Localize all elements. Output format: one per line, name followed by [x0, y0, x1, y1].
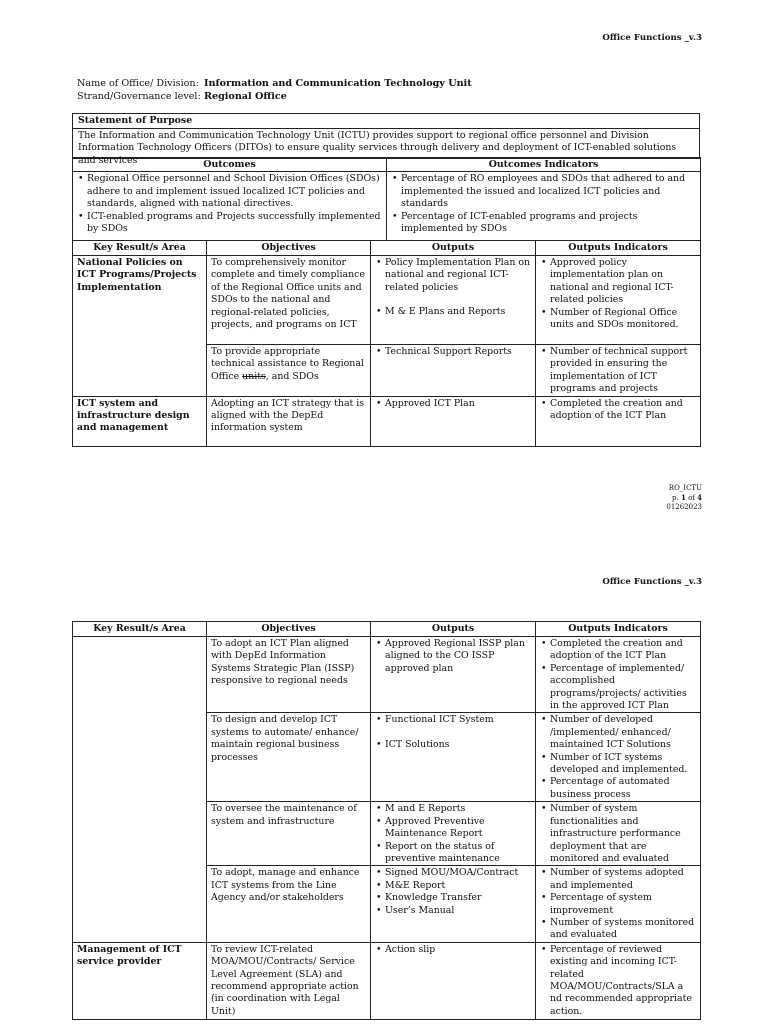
- outputs-cell: [371, 713, 536, 802]
- outputs-cell: [371, 345, 536, 397]
- output-indicator-item: • Percentage of system improvement: [540, 892, 696, 917]
- output-indicators-header: Outputs Indicators: [536, 241, 701, 256]
- objectives-header: Objectives: [207, 622, 371, 637]
- kra-header: Key Result/s Area: [73, 241, 207, 256]
- output-indicators-cell: [536, 713, 701, 802]
- objective-text: , and SDOs: [265, 370, 319, 382]
- output-indicator-item: • Number of systems monitored and evaluated: [540, 917, 696, 942]
- objective-cell: [207, 345, 371, 397]
- objective-cell: To adopt, manage and enhance ICT systems from the Line Agency and/or stakeholders: [207, 866, 371, 942]
- page-header: Office Functions _v.3: [602, 33, 702, 43]
- table-row: [73, 942, 701, 1019]
- footer-page-number: p. 1 of 4: [672, 493, 702, 502]
- table-row: [73, 256, 701, 345]
- outputs-cell: [371, 866, 536, 942]
- output-item: • M&E Report: [375, 880, 531, 892]
- objective-cell: To comprehensively monitor complete and timely compliance of the Regional Office units and SDOs to the national and regional-related policies, projects, and programs on ICT: [207, 256, 371, 345]
- outcome-indicator-item: • Percentage of RO employees and SDOs that adhered to and implemented the issued and localized ICT policies and standards: [391, 173, 696, 210]
- objective-cell: To oversee the maintenance of system and infrastructure: [207, 802, 371, 866]
- objective-struck-text: units: [242, 370, 266, 382]
- output-item: • ICT Solutions: [375, 739, 531, 751]
- outputs-cell: [371, 802, 536, 866]
- objective-text: To provide appropriate technical assistance to Regional Office: [211, 346, 364, 382]
- outcome-indicators-header: Outcomes Indicators: [387, 158, 701, 172]
- output-indicator-item: • Number of Regional Office units and SDOs monitored.: [540, 307, 696, 332]
- output-item: • Action slip: [375, 944, 531, 956]
- kra-table-page1: [72, 240, 701, 447]
- kra-cell: National Policies on ICT Programs/Projects Implementation: [73, 256, 207, 397]
- output-item: • User’s Manual: [375, 905, 531, 917]
- output-item: • M and E Reports: [375, 803, 531, 815]
- output-item: • Approved Preventive Maintenance Report: [375, 816, 531, 841]
- outputs-cell: [371, 256, 536, 345]
- output-item: • Approved ICT Plan: [375, 398, 531, 410]
- strand-value: Regional Office: [204, 90, 287, 102]
- output-item: • Policy Implementation Plan on national and regional ICT-related policies: [375, 257, 531, 294]
- outcome-item: • Regional Office personnel and School Division Offices (SDOs) adhere to and implement issued localized ICT policies and standards, aligned with national directives.: [77, 173, 382, 210]
- output-item: • Signed MOU/MOA/Contract: [375, 867, 531, 879]
- output-indicator-item: • Completed the creation and adoption of the ICT Plan: [540, 398, 696, 423]
- output-indicator-item: • Percentage of implemented/ accomplished programs/projects/ activities in the approved ICT Plan: [540, 663, 696, 713]
- kra-cell: ICT system and infrastructure design and management: [73, 396, 207, 446]
- outputs-cell: [371, 942, 536, 1019]
- objective-cell: To design and develop ICT systems to automate/ enhance/ maintain regional business processes: [207, 713, 371, 802]
- kra-header: Key Result/s Area: [73, 622, 207, 637]
- output-indicators-cell: [536, 942, 701, 1019]
- outcomes-cell: [73, 172, 387, 241]
- table-row: [73, 637, 701, 713]
- kra-cell: [73, 637, 207, 943]
- objectives-header: Objectives: [207, 241, 371, 256]
- purpose-title: Statement of Purpose: [73, 114, 699, 129]
- kra-cell: Management of ICT service provider: [73, 942, 207, 1019]
- outcome-indicators-cell: [387, 172, 701, 241]
- output-indicators-cell: [536, 866, 701, 942]
- footer-code: RO_ICTU: [668, 484, 702, 492]
- office-meta: [77, 78, 472, 103]
- objective-cell: To adopt an ICT Plan aligned with DepEd Information Systems Strategic Plan (ISSP) responsive to regional needs: [207, 637, 371, 713]
- purpose-text: The Information and Communication Technology Unit (ICTU) provides support to regional office personnel and Division Information Technology Officers (DITOs) to ensure quality services through delivery and deployment of ICT-enabled solutions and services: [78, 130, 677, 166]
- page-header: Office Functions _v.3: [602, 577, 702, 587]
- output-item: • M & E Plans and Reports: [375, 306, 531, 318]
- outcomes-header: Outcomes: [73, 158, 387, 172]
- output-indicators-cell: [536, 345, 701, 397]
- output-item: • Functional ICT System: [375, 714, 531, 726]
- output-indicators-cell: [536, 256, 701, 345]
- output-item: • Approved Regional ISSP plan aligned to the CO ISSP approved plan: [375, 638, 531, 675]
- output-indicator-item: • Number of developed /implemented/ enhanced/ maintained ICT Solutions: [540, 714, 696, 751]
- output-indicator-item: • Number of systems adopted and implemented: [540, 867, 696, 892]
- office-label: Name of Office/ Division:: [77, 78, 199, 89]
- strand-label: Strand/Governance level:: [77, 90, 201, 102]
- objective-cell: To review ICT-related MOA/MOU/Contracts/ Service Level Agreement (SLA) and recommend appropriate action (in coordination with Legal Unit): [207, 942, 371, 1019]
- output-indicators-header: Outputs Indicators: [536, 622, 701, 637]
- output-indicator-item: • Number of technical support provided in ensuring the implementation of ICT programs and projects: [540, 346, 696, 396]
- output-item: • Report on the status of preventive maintenance: [375, 841, 531, 866]
- output-item: • Knowledge Transfer: [375, 892, 531, 904]
- page-footer: [666, 484, 702, 512]
- outputs-cell: [371, 637, 536, 713]
- output-indicators-cell: [536, 637, 701, 713]
- output-indicators-cell: [536, 396, 701, 446]
- objective-cell: Adopting an ICT strategy that is aligned with the DepEd information system: [207, 396, 371, 446]
- office-value: Information and Communication Technology Unit: [204, 78, 472, 89]
- kra-table-page2: [72, 621, 701, 1020]
- output-indicator-item: • Number of system functionalities and infrastructure performance deployment that are monitored and evaluated: [540, 803, 696, 865]
- output-indicator-item: • Percentage of automated business process: [540, 776, 696, 801]
- outputs-header: Outputs: [371, 622, 536, 637]
- output-indicator-item: • Approved policy implementation plan on national and regional ICT-related policies: [540, 257, 696, 307]
- footer-date: 01262023: [666, 503, 702, 511]
- outcome-item: • ICT-enabled programs and Projects successfully implemented by SDOs: [77, 211, 382, 236]
- outcome-indicator-item: • Percentage of ICT-enabled programs and projects implemented by SDOs: [391, 211, 696, 236]
- outcomes-table: [72, 157, 701, 241]
- outputs-cell: [371, 396, 536, 446]
- output-indicator-item: • Completed the creation and adoption of the ICT Plan: [540, 638, 696, 663]
- output-indicator-item: • Percentage of reviewed existing and incoming ICT-related MOA/MOU/Contracts/SLA a nd recommended appropriate action.: [540, 944, 696, 1018]
- output-item: • Technical Support Reports: [375, 346, 531, 358]
- output-indicator-item: • Number of ICT systems developed and implemented.: [540, 752, 696, 777]
- table-row: [73, 396, 701, 446]
- outputs-header: Outputs: [371, 241, 536, 256]
- output-indicators-cell: [536, 802, 701, 866]
